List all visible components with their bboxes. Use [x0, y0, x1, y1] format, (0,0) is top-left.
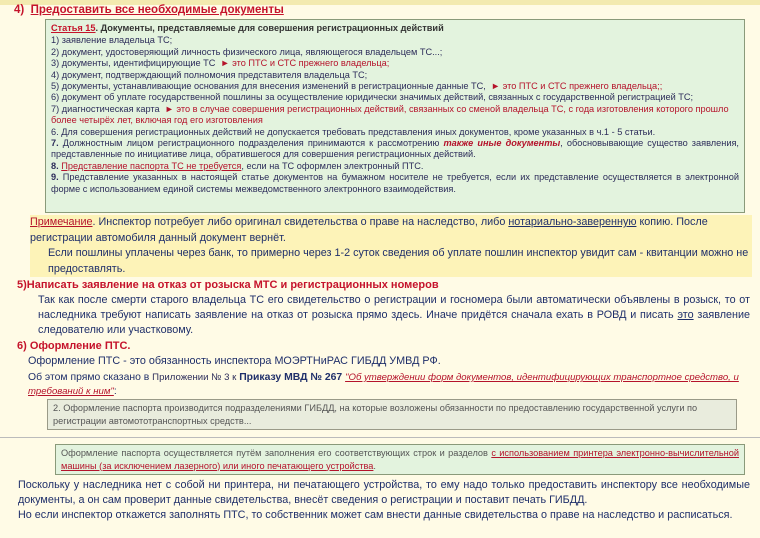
article-item: 3) документы, идентифицирующие ТС ► это ПТС и СТС прежнего владельца; — [51, 58, 390, 69]
heading-step-6: 6) Оформление ПТС. — [17, 340, 131, 352]
article-part-9: 9. Представление указанных в настоящей статье документов на бумажном носителе не требуется, если их представление осуществляется в электронной форме с использованием единой системы межведомственного электронного взаимодействия. — [51, 172, 739, 194]
bottom-paragraph-2: Но если инспектор откажется заполнять ПТС, то собственник может сам внести данные свидетельства о праве на наследство и расписаться. — [18, 508, 733, 521]
bottom-paragraph-1: Поскольку у наследника нет с собой ни принтера, ни печатающего устройства, то ему надо только предоставить инспектору все необходимые документы, а он сам проверит данные свидетельства, внесёт сведения о регистрации и поставит печать ГИБДД. — [18, 479, 750, 506]
note-ptc-2: ► это ПТС и СТС прежнего владельца;; — [490, 81, 663, 92]
article-part-8: 8. Представление паспорта ТС не требуется, если на ТС оформлен электронный ПТС. — [51, 160, 424, 171]
note-ptc: ► это ПТС и СТС прежнего владельца; — [220, 58, 390, 69]
article-link[interactable]: Статья 15 — [51, 23, 96, 33]
note-block — [30, 215, 752, 277]
article-item: 6) документ об уплате государственной пошлины за осуществление юридически значимых действий, связанных с государственной регистрацией ТС; — [51, 92, 694, 103]
article-title: Статья 15. Документы, представляемые для совершения регистрационных действий — [51, 23, 444, 33]
note-paragraph-2: Если пошлины уплачены через банк, то примерно через 1-2 суток сведения об уплате пошлин инспектор увидит сам - квитанции можно не предоставлять. — [48, 247, 749, 275]
heading-step-4: 4) Предоставить все необходимые документы — [14, 4, 284, 16]
divider — [0, 437, 760, 438]
note-paragraph-1: Примечание. Инспектор потребует либо оригинал свидетельства о праве на наследство, либо нотариально-заверенную копию. После регистрации автомобиля данный документ вернёт. — [30, 216, 708, 244]
article-part-7: 7. Должностным лицом регистрационного подразделения принимаются к рассмотрению также иные документы, обосновывающие существо заявления, представленные по инициативе лица, обратившегося для совершения регистрационных действий. — [51, 138, 739, 160]
article-15-box — [45, 19, 745, 213]
article-item: 7) диагностическая карта ► это в случае совершения регистрационных действий, связанных со сменой владельца ТС, с года изготовления которого прошло более четырёх лет, включая год его изготовления — [51, 103, 729, 126]
heading-step-5: 5)Написать заявление на отказ от розыска МТС и регистрационных номеров — [17, 279, 439, 291]
bottom-text — [18, 478, 750, 522]
note-diag: ► это в случае совершения регистрационных действий, связанных со сменой владельца ТС, с года изготовления которого прошло более четырёх лет, включая год его изготовления — [51, 103, 729, 126]
quote-box-2: 2. Оформление паспорта производится подразделениями ГИБДД, на которые возложены обязанности по предоставлению государственной услуги по регистрации автомототранспортных средств... — [47, 399, 737, 430]
article-item: 2) документ, удостоверяющий личность физического лица, являющегося владельцем ТС...; — [51, 46, 443, 57]
article-part-6: 6. Для совершения регистрационных действий не допускается требовать представления иных документов, кроме указанных в ч.1 - 5 статьи. — [51, 126, 656, 137]
quote-box-3: Оформление паспорта осуществляется путём заполнения его соответствующих строк и разделов с использованием принтера электронно-вычислительной машины (за исключением лазерного) или иного печатающего устройства. — [55, 444, 745, 475]
article-item: 5) документы, устанавливающие основания для внесения изменений в регистрационные данные ТС, ► это ПТС и СТС прежнего владельца;; — [51, 81, 663, 92]
order-link[interactable]: "Об утверждении форм документов, идентифицирующих транспортное средство, и требований к ним" — [28, 372, 739, 397]
step-5-text: Так как после смерти старого владельца ТС его свидетельство о регистрации и госномера были автоматически объявлены в розыск, то от наследника требуют написать заявление на отказ от розыска прямо здесь. Иначе придётся сначала ехать в РОВД и писать это заявление следователю или участковому. — [38, 294, 750, 336]
step-6-text: Оформление ПТС - это обязанность инспектора МОЭРТНиРАС ГИБДД УМВД РФ. — [28, 355, 441, 367]
article-item: 1) заявление владельца ТС; — [51, 35, 173, 46]
order-reference: Об этом прямо сказано в Приложении № 3 к Приказу МВД № 267 "Об утверждении форм документов, идентифицирующих транспортное средство, и требований к ним": — [28, 372, 739, 397]
article-item: 4) документ, подтверждающий полномочия представителя владельца ТС; — [51, 69, 368, 80]
